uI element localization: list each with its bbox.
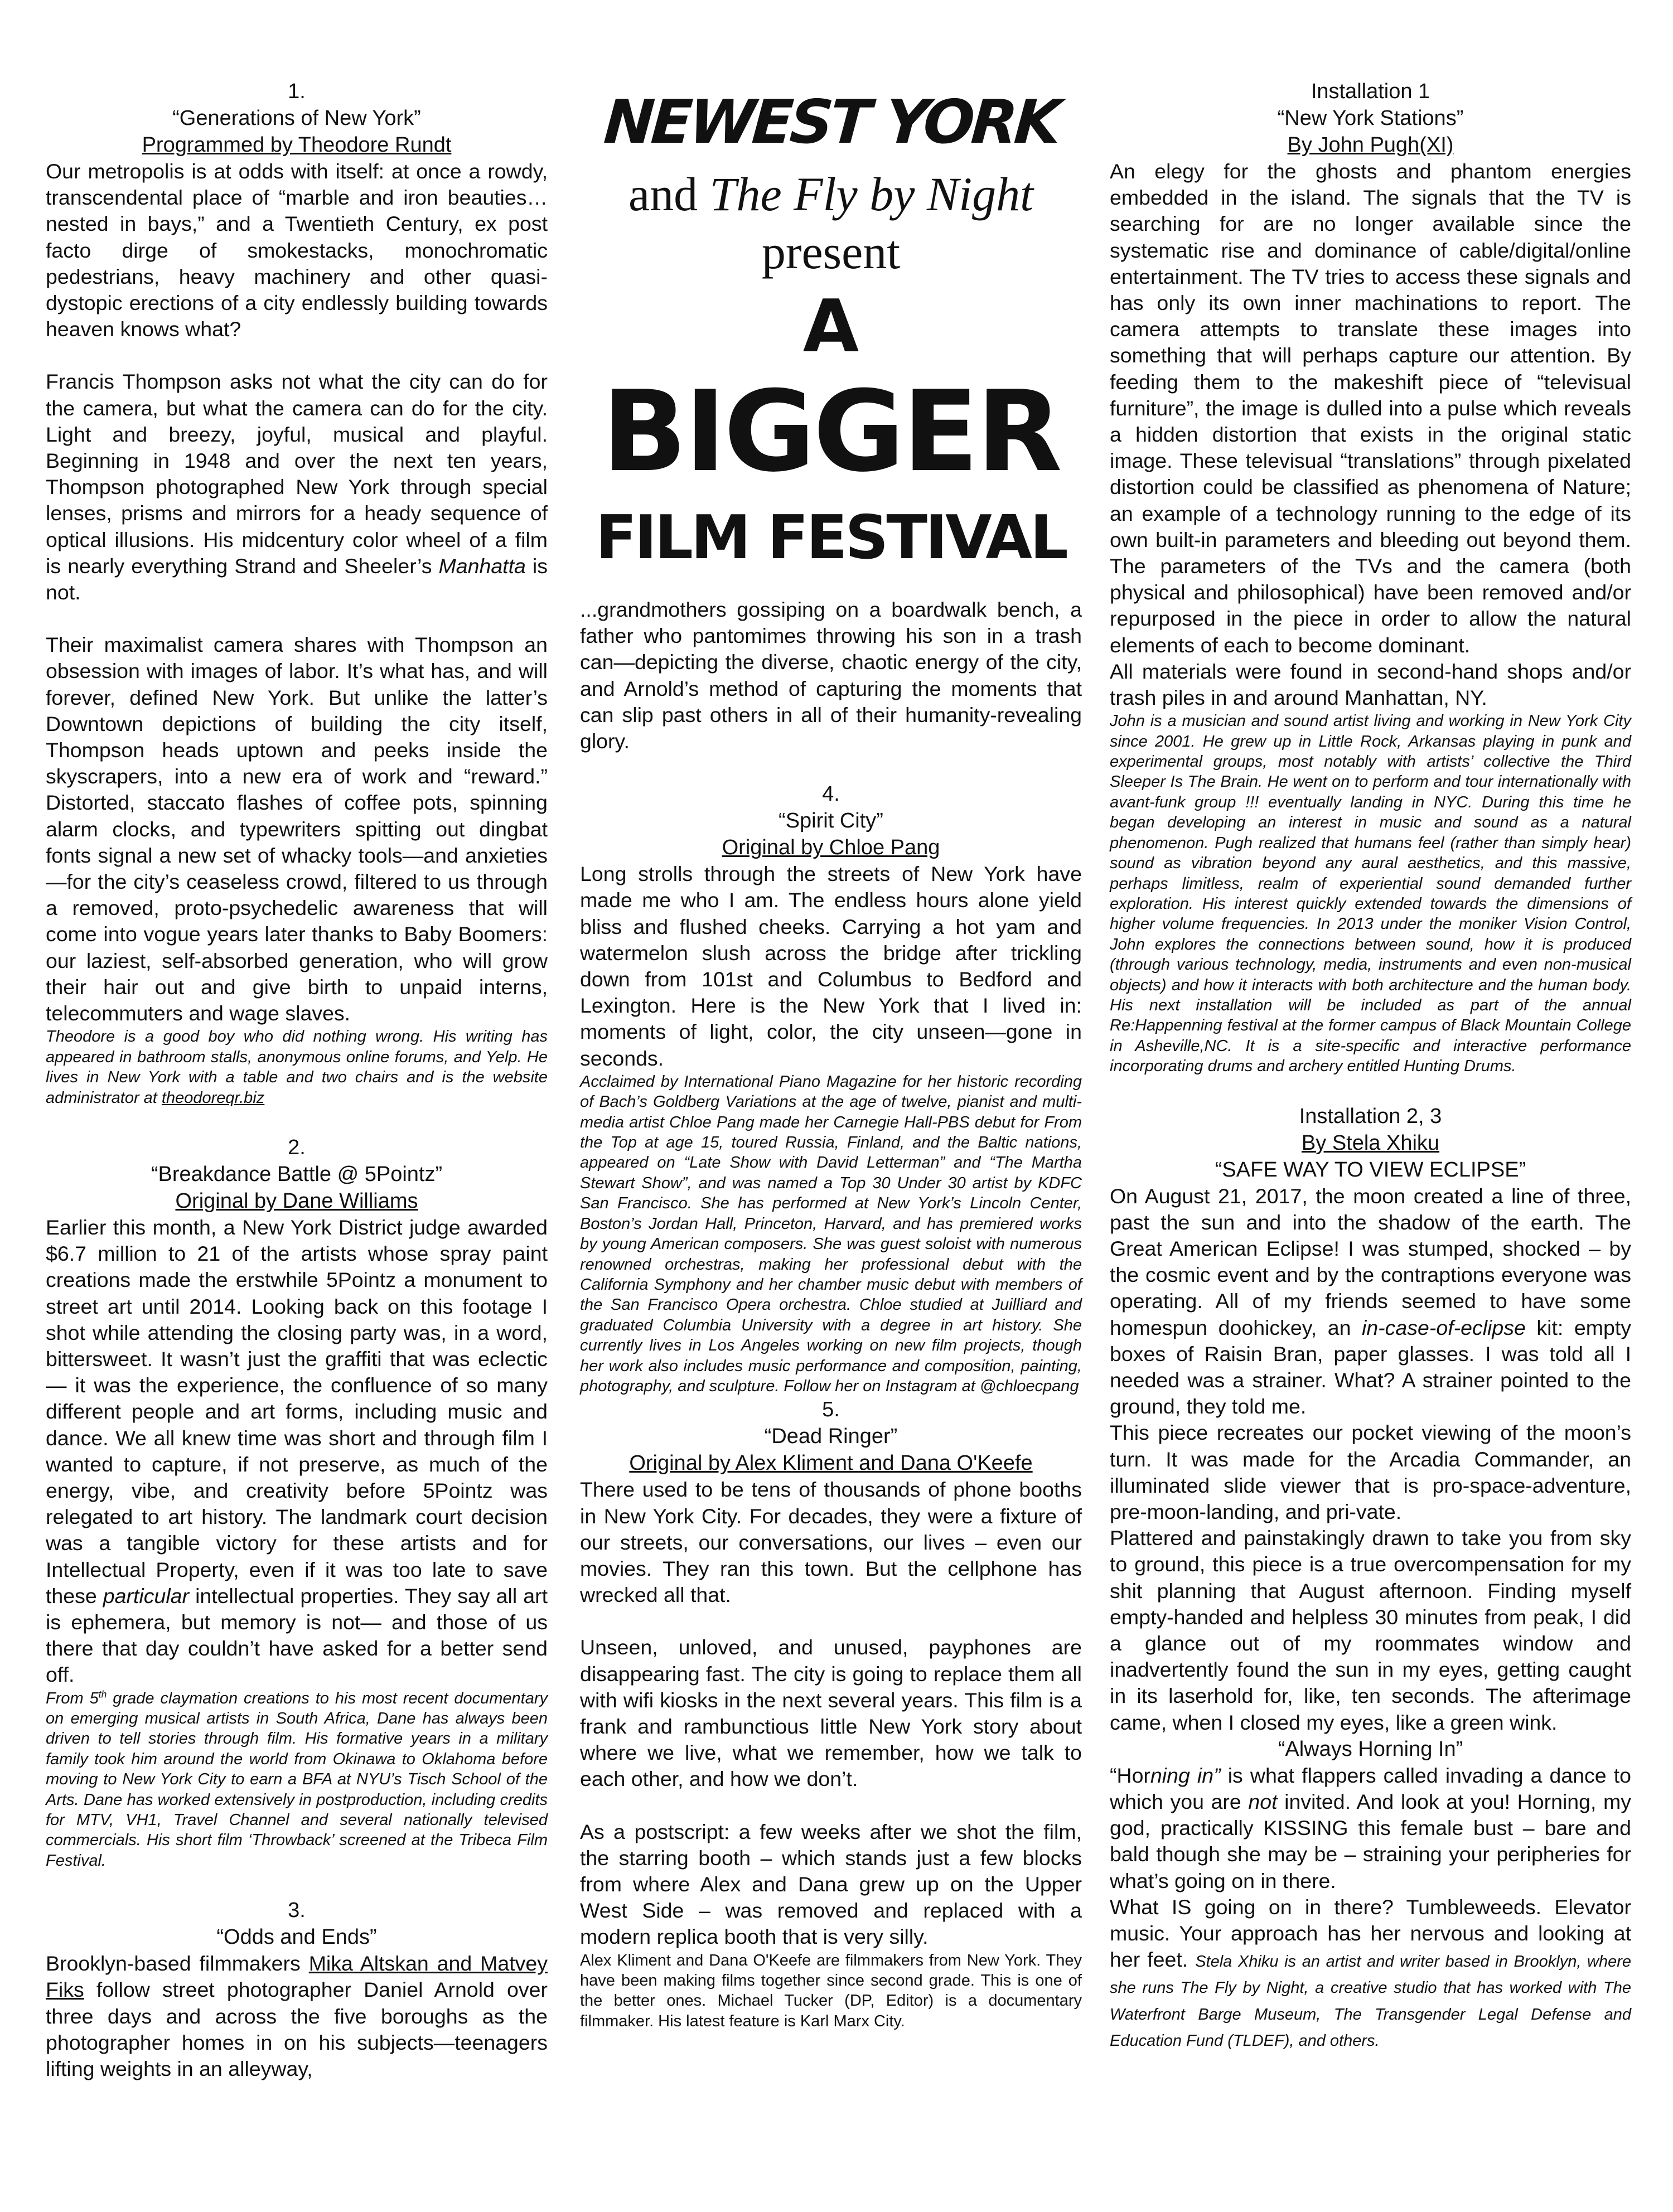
section-title: “Spirit City” [779,809,883,833]
section-number: 3. [288,1899,306,1923]
section-number: 2. [288,1135,306,1159]
section-title: “Dead Ringer” [764,1425,898,1449]
section-title: “Odds and Ends” [216,1925,377,1949]
paragraph: “Horning in” is what flappers called invading a dance to which you are not invited. And look at you! Horning, my god, practically KISSING this female bust – bare and bald though she may be – straining your peripheries for what’s going on in there. [1110,1763,1632,1892]
paragraph: Plattered and painstakingly drawn to take you from sky to ground, this piece is a true overcompensation for my shit planning that August afternoon. Finding myself empty-handed and helpless 30 minutes from peak, I did a glance out of my roommates window and inadvertently found the sun in my eyes, getting caught in its laserhold for, like, ten seconds. The afterimage came, when I closed my eyes, like a green wink. [1110,1526,1631,1734]
section-title: “Breakdance Battle @ 5Pointz” [151,1162,443,1186]
website-link[interactable]: theodoreqr.biz [161,1088,265,1107]
paragraph: Brooklyn-based filmmakers Mika Altskan and Matvey Fiks follow street photographer Daniel Arnold over three days and across the five boroughs as the photographer homes in on his subjects—teenagers lifting weights in an alleyway, [46,1952,548,2081]
masthead-a: A [802,284,859,369]
author-bio: From 5th grade claymation creations to his most recent documentary on emerging musical artists in South Africa, Dane has always been driven to tell stories through film. His formative years in a military family took him around the world from Okinawa to Oklahoma before moving to New York City to earn a BFA at NYU’s Tisch School of the Arts. Dane has worked extensively in postproduction, including credits for MTV, VH1, Travel Channel and several nationally televised commercials. His short film ‘Throwback’ screened at the Tribeca Film Festival. [46,1688,548,1870]
paragraph: Unseen, unloved, and unused, payphones are disappearing fast. The city is going to replace them all with wifi kiosks in the next several years. This film is a frank and rambunctious little New York story about where we live, what we remember, how we talk to each other, and how we don’t. [580,1635,1082,1791]
section-number: 5. [822,1398,840,1422]
section-byline: Original by Dane Williams [175,1189,418,1213]
author-bio: Alex Kliment and Dana O'Keefe are filmmakers from New York. They have been making films together since second grade. This is one of the better ones. Michael Tucker (DP, Editor) is a documentary filmmaker. His latest feature is Karl Marx City. [580,1951,1082,2030]
paragraph: Francis Thompson asks not what the city can do for the camera, but what the camera can do for the city. Light and breezy, joyful, musical and playful. Beginning in 1948 and over the next ten years, Thompson photographed New York through special lenses, prisms and mirrors for a heady sequence of optical illusions. His midcentury color wheel of a film is nearly everything Strand and Sheeler’s Manhatta is not. [46,370,548,604]
paragraph: Our metropolis is at odds with itself: at once a rowdy, transcendental place of “marble and iron beauties… nested in bays,” and a Twentieth Century, ex post facto dirge of smokestacks, monochromatic pedestrians, heavy machinery and other quasi-dystopic erections of a city endlessly building towards heaven knows what? [46,159,548,341]
paragraph: All materials were found in second-hand shops and/or trash piles in and around Manhattan, NY. [1110,659,1631,710]
right-column [1110,0,1631,2052]
section-title: “New York Stations” [1277,107,1464,130]
masthead-film-festival: FILM FESTIVAL [596,503,1066,573]
section-number: 1. [288,80,306,103]
section-byline: By John Pugh(XI) [1287,133,1454,157]
section-title: “SAFE WAY TO VIEW ECLIPSE” [1215,1158,1526,1182]
middle-column [580,0,1082,2031]
paragraph: As a postscript: a few weeks after we shot the film, the starring booth – which stands just a few blocks from where Alex and Dana grew up on the Upper West Side – was removed and replaced with a modern replica booth that is very silly. [580,1819,1082,1949]
paragraph: This piece recreates our pocket viewing of the moon’s turn. It was made for the Arcadia Commander, an illuminated slide viewer that is pro-space-adventure, pre-moon-landing, and pri-vate. [1110,1421,1631,1524]
paragraph: ...grandmothers gossiping on a boardwalk bench, a father who pantomimes throwing his son in a trash can—depicting the diverse, chaotic energy of the city, and Arnold’s method of capturing the moments that can slip past others in all of their humanity-revealing glory. [580,598,1082,753]
paragraph: What IS going on in there? Tumbleweeds. Elevator music. Your approach has her nervous and looking at her feet. Stela Xhiku is an artist and writer based in Brooklyn, where she runs The Fly by Night, a creative studio that has worked with The Waterfront Barge Museum, The Transgender Legal Defense and Education Fund (TLDEF), and others. [1110,1895,1632,2050]
masthead [580,0,1082,574]
section-number: Installation 2, 3 [1299,1104,1442,1128]
paragraph: Earlier this month, a New York District judge awarded $6.7 million to 21 of the artists whose spray paint creations made the erstwhile 5Pointz a monument to street art until 2014. Looking back on this footage I shot while attending the closing party was, in a word, bittersweet. It wasn’t just the graffiti that was eclectic— it was the experience, the confluence of so many different people and art forms, including music and dance. We all knew time was short and through film I wanted to capture, if not preserve, as much of the energy, vibe, and creativity before 5Pointz was relegated to art history. The landmark court decision was a tangible victory for these artists and for Intellectual Property, even if it was too late to save these particular intellectual properties. They say all art is ephemera, but memory is not— and those of us there that day couldn’t have asked for a better send off. [46,1215,548,1687]
newest-york-logo: NEWEST YORK [602,88,1060,157]
paragraph: An elegy for the ghosts and phantom energies embedded in the island. The signals that the TV is searching for are no longer available since the systematic rise and dominance of cable/digital/online entertainment. The TV tries to access these signals and has only its own inner machinations to report. The camera attempts to translate these images into something that will perhaps capture our attention. By feeding them to the makeshift piece of “televisual furniture”, the image is dulled into a pulse which reveals a hidden distortion that exists in the original static image. These televisual “translations” through pixelated distortion could be classified as phenomena of Nature; an example of a technology running to the edge of its own built-in parameters and bleeding out beyond them. The parameters of the TVs and the camera (both physical and philosophical) have been removed and/or repurposed in the piece in order to allow the natural elements of each to become dominant. [1110,159,1631,657]
section-title: “Always Horning In” [1278,1737,1463,1761]
section-byline: Programmed by Theodore Rundt [142,133,452,157]
section-byline: By Stela Xhiku [1301,1131,1440,1155]
paragraph: Their maximalist camera shares with Thompson an obsession with images of labor. It’s what has, and will forever, defined New York. But unlike the latter’s Downtown depictions of building the city itself, Thompson heads uptown and peeks inside the skyscrapers, into a new era of work and “reward.” Distorted, staccato flashes of coffee pots, spinning alarm clocks, and typewriters spitting out dingbat fonts signal a new set of whacky tools—and anxieties—for the city’s ceaseless crowd, filtered to us through a removed, proto-psychedelic awareness that will come into vogue years later thanks to Baby Boomers: our laziest, self-absorbed generation, who will grow their hair out and give birth to unpaid interns, telecommuters and wage slaves. [46,633,548,1025]
author-bio: Theodore is a good boy who did nothing wrong. His writing has appeared in bathroom stalls, anonymous online forums, and Yelp. He lives in New York with a table and two chairs and is the website administrator at theodoreqr.biz [46,1028,548,1107]
section-number: 4. [822,782,840,806]
left-column [46,0,548,2082]
masthead-bigger: BIGGER [602,367,1060,497]
author-bio: Acclaimed by International Piano Magazine for her historic recording of Bach’s Goldberg Variations at the age of twelve, pianist and multi-media artist Chloe Pang made her Carnegie Hall-PBS debut for From the Top at age 15, toured Russia, Finland, and the Baltic nations, appeared on “Late Show with David Letterman” and “The Martha Stewart Show”, and was named a Top 30 Under 30 artist by KDFC San Francisco. She has performed at New York’s Lincoln Center, Boston’s Jordan Hall, Princeton, Harvard, and has premiered works by young American composers. She was guest soloist with numerous renowned orchestras, making her professional debut with the California Symphony and her chamber music debut with members of the San Francisco Opera orchestra. Chloe studied at Juilliard and graduated Columbia University with a degree in art history. She currently lives in Los Angeles working on new film projects, though her work also includes music performance and composition, painting, photography, and sculpture. Follow her on Instagram at @chloecpang [580,1072,1082,1395]
section-byline: Original by Chloe Pang [722,836,940,860]
paragraph: On August 21, 2017, the moon created a line of three, past the sun and into the shadow of the earth. The Great American Eclipse! I was stumped, shocked – by the cosmic event and by the contraptions everyone was operating. All of my friends seemed to have some homespun doohickey, an in-case-of-eclipse kit: empty boxes of Raisin Bran, paper glasses. I was told all I needed was a strainer. What? A strainer pointed to the ground, they told me. [1110,1184,1631,1419]
masthead-present: present [761,225,901,279]
author-bio: John is a musician and sound artist living and working in New York City since 2001. He grew up in Little Rock, Arkansas playing in punk and experimental groups, most notably with artists’ collective the Third Sleeper Is The Brain. He went on to perform and tour internationally with avant-funk group !!! eventually landing in NYC. During this time he began developing an interest in music and sound as a natural phenomenon. Pugh realized that humans feel (rather than simply hear) sound as vibration beyond any aural aesthetics, and this massive, perhaps limitless, realm of experiential sound demanded further exploration. His interest quickly extended towards the dimensions of higher volume frequencies. In 2013 under the moniker Vision Control, John explores the connections between sound, how it is produced (through various technology, media, instruments and even non-musical objects) and how it interacts with both architecture and the human body. His next installation will be included as part of the annual Re:Happenning festival at the former campus of Black Mountain College in Asheville,NC. It is a site-specific and interactive performance incorporating drums and archery entitled Hunting Drums. [1110,712,1631,1076]
section-title: “Generations of New York” [172,107,421,130]
paragraph: Long strolls through the streets of New York have made me who I am. The endless hours alone yield bliss and flushed cheeks. Carrying a hot yam and watermelon slush across the bridge after trickling down from 101st and Columbus to Bedford and Lexington. Here is the New York that I lived in: moments of light, color, the city unseen—gone in seconds. [580,862,1082,1070]
section-number: Installation 1 [1311,80,1430,103]
author-bio: Stela Xhiku is an artist and writer based in Brooklyn, where she runs The Fly by Night, a creative studio that has worked with The Waterfront Barge Museum, The Transgender Legal Defense and Education Fund (TLDEF), and others. [1110,1953,1632,2050]
masthead-and-line: and The Fly by Night [628,167,1034,221]
section-byline: Original by Alex Kliment and Dana O'Keefe [629,1451,1033,1475]
paragraph: There used to be tens of thousands of phone booths in New York City. For decades, they were a fixture of our streets, our conversations, our lives – even our movies. They ran this town. But the cellphone has wrecked all that. [580,1478,1082,1607]
